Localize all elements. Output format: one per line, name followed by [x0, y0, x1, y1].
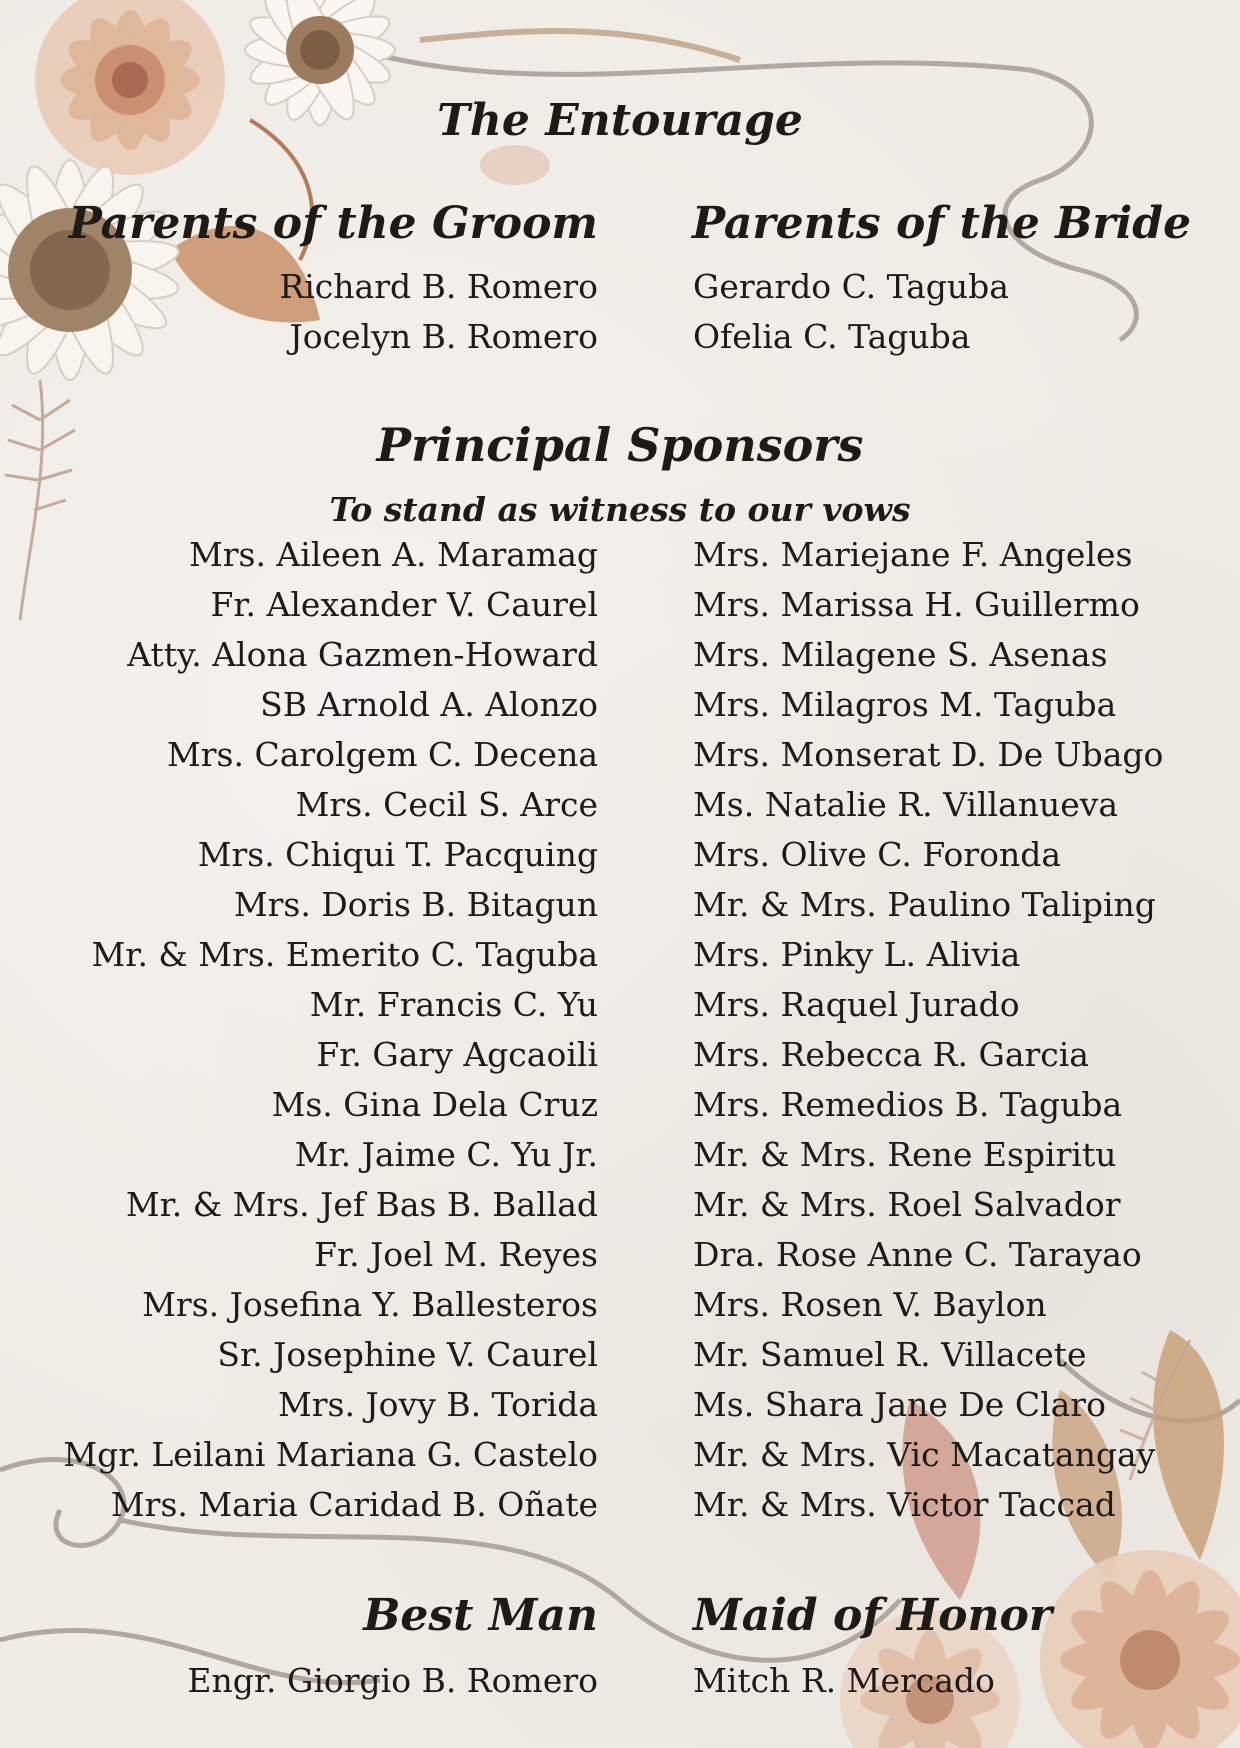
list-item: Richard B. Romero [279, 267, 598, 306]
list-item: Mr. & Mrs. Emerito C. Taguba [91, 935, 598, 974]
list-item: Mr. & Mrs. Paulino Taliping [693, 885, 1156, 924]
list-item: Mrs. Carolgem C. Decena [166, 735, 598, 774]
best-man-list [187, 1656, 598, 1706]
list-item: Mrs. Mariejane F. Angeles [693, 535, 1133, 574]
dahlia-icon [1040, 1550, 1240, 1748]
list-item: Mrs. Marissa H. Guillermo [693, 585, 1140, 624]
list-item: Mrs. Doris B. Bitagun [233, 885, 598, 924]
parents-groom-heading: Parents of the Groom [68, 198, 598, 249]
list-item: Mrs. Remedios B. Taguba [693, 1085, 1123, 1124]
daisy-icon [0, 159, 182, 381]
principal-sponsors-subtitle: To stand as witness to our vows [329, 490, 911, 529]
sponsors-right-list [693, 530, 1163, 1530]
principal-sponsors-heading: Principal Sponsors [376, 418, 864, 472]
page-title: The Entourage [437, 95, 803, 146]
list-item: Mr. & Mrs. Jef Bas B. Ballad [125, 1185, 598, 1224]
parents-groom-list [279, 262, 598, 362]
list-item: Mr. Francis C. Yu [309, 985, 598, 1024]
parents-bride-heading: Parents of the Bride [692, 198, 1192, 249]
list-item: Jocelyn B. Romero [289, 317, 598, 356]
list-item: Ms. Natalie R. Villanueva [693, 785, 1119, 824]
list-item: Mrs. Rosen V. Baylon [693, 1285, 1047, 1324]
list-item: Mrs. Maria Caridad B. Oñate [110, 1485, 598, 1524]
list-item: Engr. Giorgio B. Romero [187, 1661, 598, 1700]
parents-bride-list [693, 262, 1009, 362]
list-item: Mgr. Leilani Mariana G. Castelo [63, 1435, 598, 1474]
list-item: SB Arnold A. Alonzo [260, 685, 598, 724]
list-item: Ofelia C. Taguba [693, 317, 971, 356]
list-item: Mrs. Pinky L. Alivia [693, 935, 1021, 974]
list-item: Mrs. Milagene S. Asenas [693, 635, 1108, 674]
list-item: Mrs. Olive C. Foronda [693, 835, 1062, 874]
best-man-heading: Best Man [363, 1590, 598, 1641]
list-item: Mr. & Mrs. Rene Espiritu [693, 1135, 1117, 1174]
leaf-icon [1153, 1330, 1224, 1560]
list-item: Mr. & Mrs. Vic Macatangay [693, 1435, 1156, 1474]
list-item: Atty. Alona Gazmen-Howard [127, 635, 598, 674]
list-item: Ms. Gina Dela Cruz [271, 1085, 598, 1124]
list-item: Dra. Rose Anne C. Tarayao [693, 1235, 1142, 1274]
list-item: Mrs. Milagros M. Taguba [693, 685, 1117, 724]
list-item: Fr. Alexander V. Caurel [210, 585, 598, 624]
sponsors-left-list [63, 530, 598, 1530]
list-item: Mrs. Rebecca R. Garcia [693, 1035, 1089, 1074]
list-item: Mr. Jaime C. Yu Jr. [294, 1135, 598, 1174]
list-item: Mr. & Mrs. Victor Taccad [693, 1485, 1116, 1524]
list-item: Mr. Samuel R. Villacete [693, 1335, 1087, 1374]
list-item: Mrs. Raquel Jurado [693, 985, 1020, 1024]
maid-of-honor-heading: Maid of Honor [693, 1590, 1053, 1641]
list-item: Sr. Josephine V. Caurel [217, 1335, 598, 1374]
list-item: Ms. Shara Jane De Claro [693, 1385, 1106, 1424]
list-item: Mrs. Chiqui T. Pacquing [197, 835, 598, 874]
list-item: Fr. Gary Agcaoili [316, 1035, 598, 1074]
list-item: Mrs. Cecil S. Arce [295, 785, 598, 824]
list-item: Mrs. Aileen A. Maramag [188, 535, 598, 574]
list-item: Gerardo C. Taguba [693, 267, 1009, 306]
maid-of-honor-list [693, 1656, 995, 1706]
list-item: Mrs. Monserat D. De Ubago [693, 735, 1164, 774]
list-item: Mrs. Jovy B. Torida [277, 1385, 598, 1424]
list-item: Mitch R. Mercado [693, 1661, 995, 1700]
dahlia-icon [35, 0, 225, 175]
list-item: Mr. & Mrs. Roel Salvador [693, 1185, 1121, 1224]
list-item: Mrs. Josefina Y. Ballesteros [142, 1285, 598, 1324]
list-item: Fr. Joel M. Reyes [314, 1235, 598, 1274]
